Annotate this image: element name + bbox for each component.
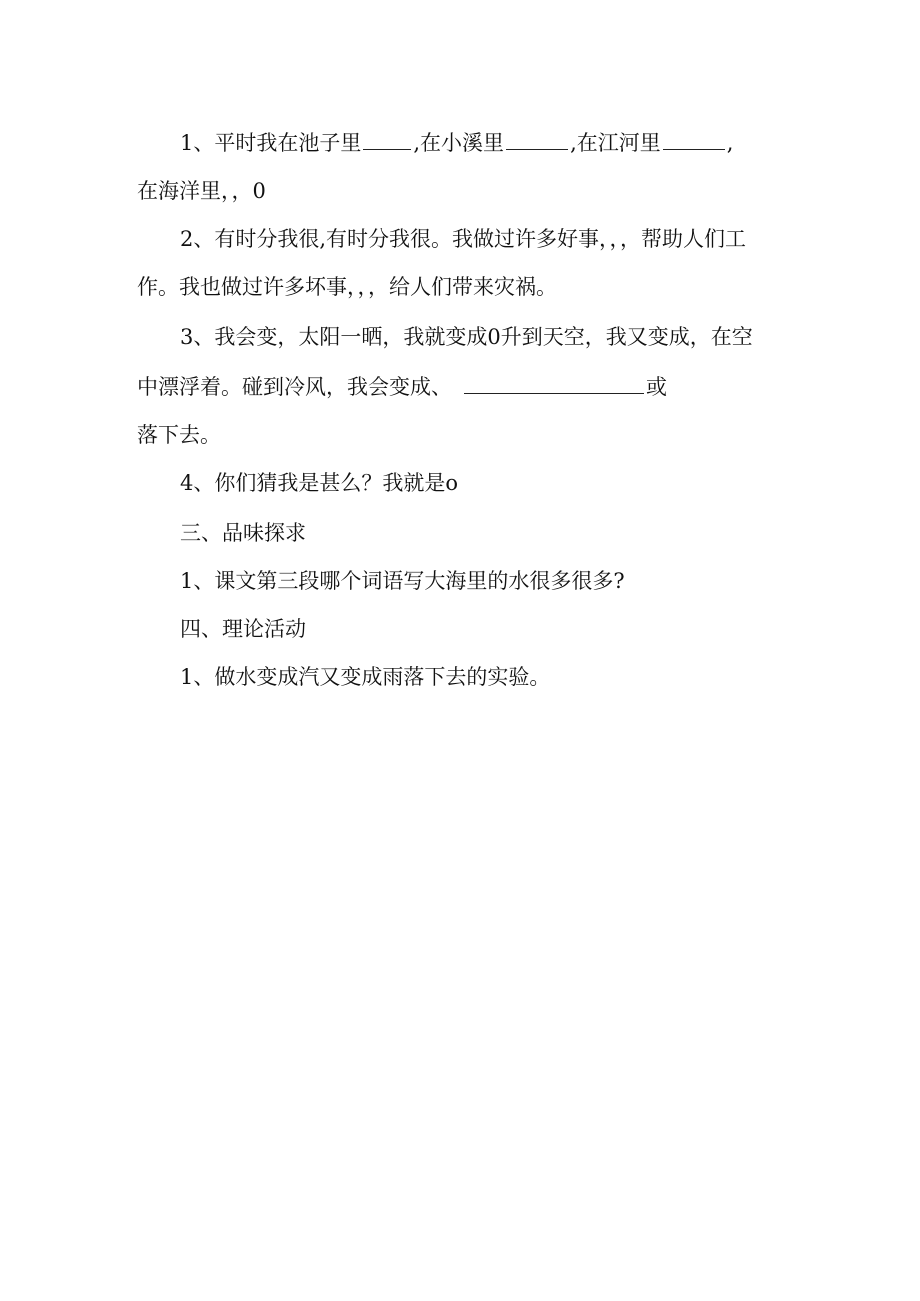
q3-text-b: 或	[646, 375, 667, 399]
question-1-line-2: 在海洋里，，0	[137, 179, 266, 203]
blank-field	[506, 129, 568, 150]
question-3-line-2	[137, 372, 667, 402]
q1-text-1: 1、平时我在池子里	[180, 131, 362, 155]
q1-text-3: ,在江河里	[570, 131, 661, 155]
question-4: 4、你们猜我是甚么？我就是o	[180, 471, 459, 495]
question-2-line-2: 作。我也做过许多坏事，，，给人们带来灾祸。	[137, 275, 557, 299]
question-3-line-1: 3、我会变，太阳一晒，我就变成0升到天空，我又变成，在空	[180, 325, 753, 349]
question-3-line-3: 落下去。	[137, 423, 221, 447]
section-4-heading: 四、理论活动	[180, 617, 306, 641]
section-3-question-1: 1、课文第三段哪个词语写大海里的水很多很多?	[180, 569, 625, 593]
section-3-heading: 三、品味探求	[180, 521, 306, 545]
q1-text-2: ,在小溪里	[413, 131, 505, 155]
blank-field	[663, 129, 725, 150]
question-1-line-1	[180, 128, 733, 158]
blank-field	[363, 129, 411, 150]
blank-field	[464, 373, 644, 394]
question-2-line-1: 2、有时分我很,有时分我很。我做过许多好事，，，帮助人们工	[180, 227, 747, 251]
q1-text-4: ,	[726, 131, 734, 155]
section-4-question-1: 1、做水变成汽又变成雨落下去的实验。	[180, 665, 551, 689]
q3-text-a: 中漂浮着。碰到冷风，我会变成、	[137, 375, 452, 399]
